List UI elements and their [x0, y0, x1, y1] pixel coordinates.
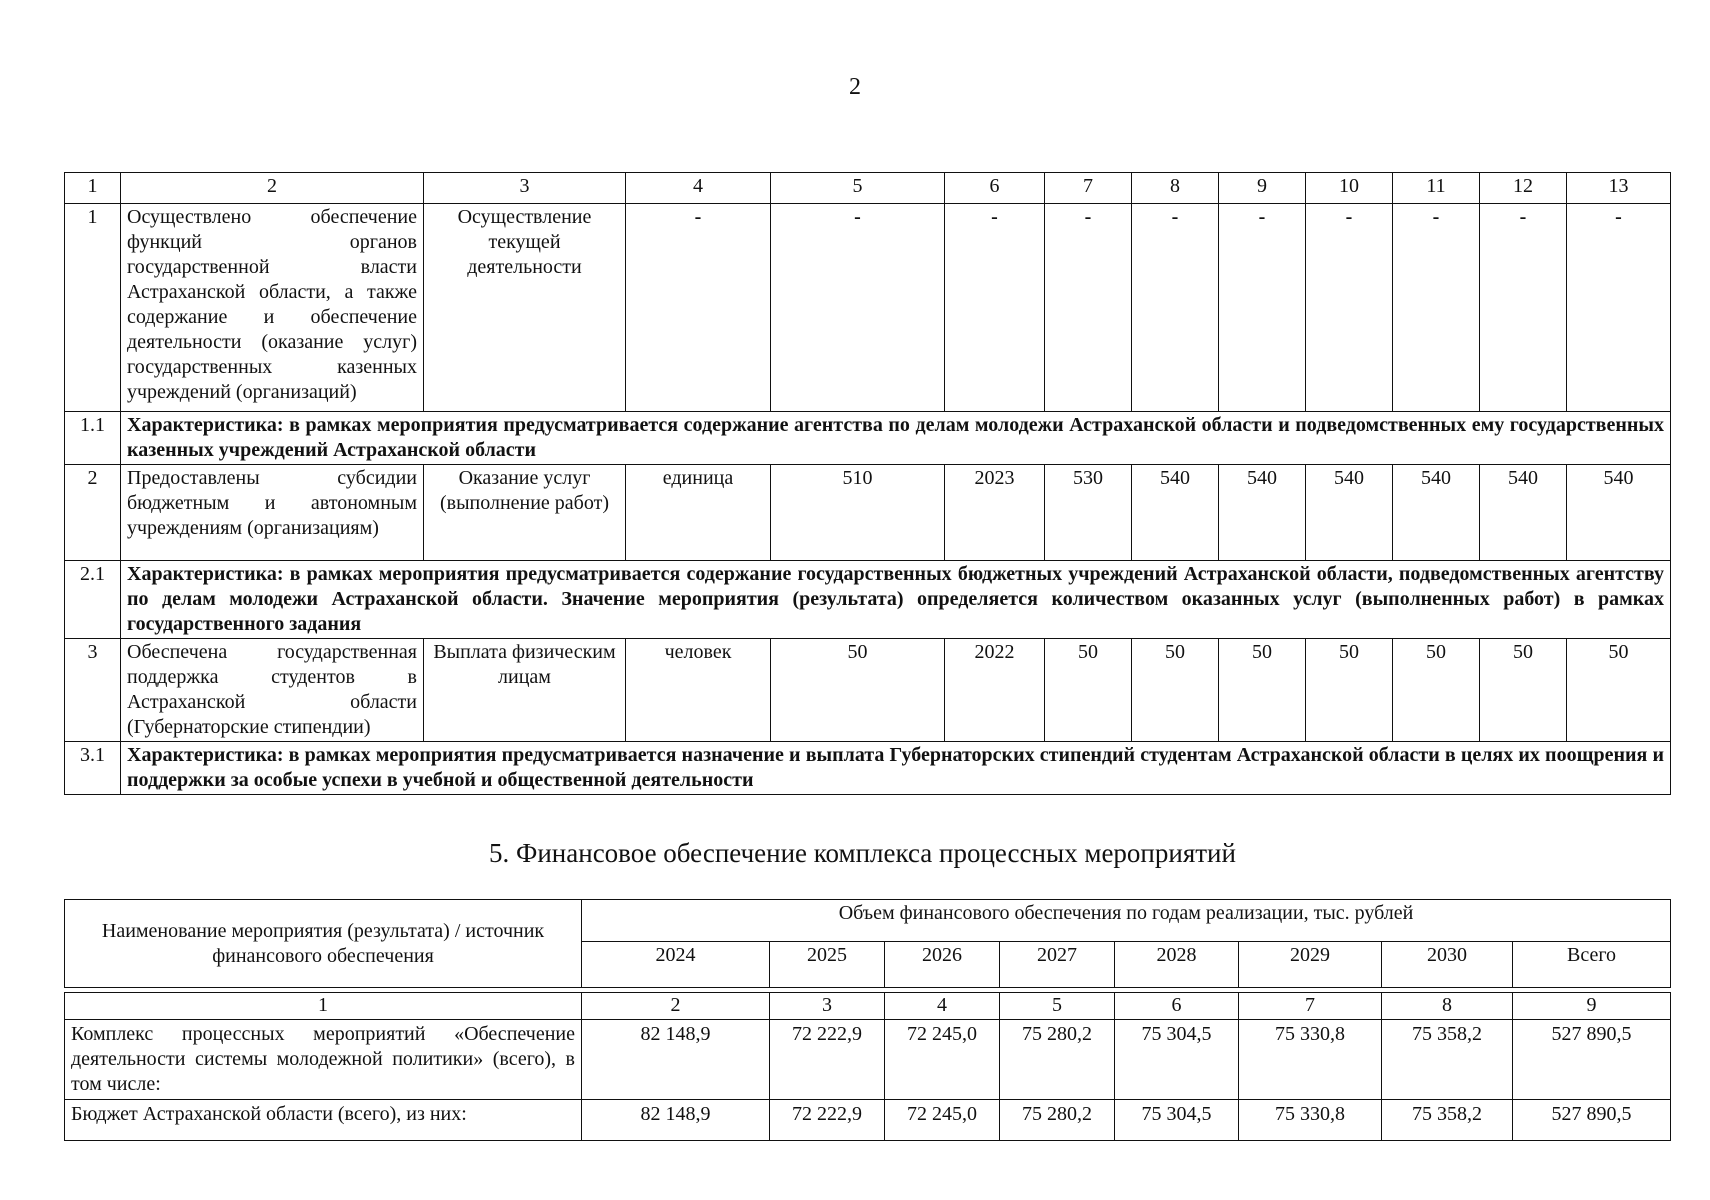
value-cell: 50 [771, 639, 945, 742]
index-cell: 3 [770, 993, 885, 1020]
value-cell: 50 [1132, 639, 1219, 742]
value-cell: - [1567, 204, 1671, 412]
table-row [65, 1100, 1671, 1141]
table-header-row [65, 173, 1671, 204]
header-cell: 7 [1045, 173, 1132, 204]
amount-cell: 72 245,0 [885, 1100, 1000, 1141]
header-cell: 1 [65, 173, 121, 204]
amount-cell: 75 280,2 [1000, 1020, 1115, 1100]
header-cell: 4 [626, 173, 771, 204]
value-cell: - [771, 204, 945, 412]
year-header: 2027 [1000, 942, 1115, 988]
value-cell: 540 [1567, 465, 1671, 561]
row-number: 1.1 [65, 412, 121, 465]
finance-row-name: Бюджет Астраханской области (всего), из них: [65, 1100, 582, 1141]
total-cell: 527 890,5 [1513, 1100, 1671, 1141]
value-cell: 50 [1306, 639, 1393, 742]
amount-cell: 75 304,5 [1115, 1100, 1239, 1141]
activity-type: Оказание услуг (выполнение работ) [424, 465, 626, 561]
year-header: 2024 [582, 942, 770, 988]
index-cell: 9 [1513, 993, 1671, 1020]
table-row [65, 204, 1671, 412]
year-header: 2028 [1115, 942, 1239, 988]
year-header: 2026 [885, 942, 1000, 988]
value-cell: 540 [1132, 465, 1219, 561]
value-cell: - [1045, 204, 1132, 412]
header-cell: 12 [1480, 173, 1567, 204]
row-number: 2 [65, 465, 121, 561]
value-cell: - [626, 204, 771, 412]
index-row [65, 993, 1671, 1020]
table-row [65, 639, 1671, 742]
row-number: 3 [65, 639, 121, 742]
value-cell: - [1393, 204, 1480, 412]
year-header: 2029 [1239, 942, 1382, 988]
finance-table-header [64, 899, 1671, 988]
value-cell: 540 [1393, 465, 1480, 561]
characteristic-text: Характеристика: в рамках мероприятия предусматривается содержание агентства по делам молодежи Астраханской области и подведомственных ему государственных казенных учреждений Астраханской области [121, 412, 1671, 465]
value-cell: 50 [1567, 639, 1671, 742]
characteristic-row [65, 742, 1671, 795]
group-header: Объем финансового обеспечения по годам реализации, тыс. рублей [582, 900, 1671, 942]
activity-name: Обеспечена государственная поддержка студентов в Астраханской области (Губернаторские стипендии) [121, 639, 424, 742]
year-header: 2025 [770, 942, 885, 988]
index-cell: 1 [65, 993, 582, 1020]
index-cell: 8 [1382, 993, 1513, 1020]
amount-cell: 72 222,9 [770, 1100, 885, 1141]
amount-cell: 72 245,0 [885, 1020, 1000, 1100]
activity-type: Выплата физическим лицам [424, 639, 626, 742]
index-cell: 7 [1239, 993, 1382, 1020]
base-year-cell: 2023 [945, 465, 1045, 561]
unit-cell: человек [626, 639, 771, 742]
value-cell: 510 [771, 465, 945, 561]
amount-cell: 75 330,8 [1239, 1100, 1382, 1141]
header-cell: 3 [424, 173, 626, 204]
value-cell: 540 [1306, 465, 1393, 561]
row-number: 1 [65, 204, 121, 412]
activity-type: Осуществление текущей деятельности [424, 204, 626, 412]
column-header-name: Наименование мероприятия (результата) / источник финансового обеспечения [65, 900, 582, 988]
index-cell: 6 [1115, 993, 1239, 1020]
value-cell: - [1306, 204, 1393, 412]
year-header: 2030 [1382, 942, 1513, 988]
amount-cell: 82 148,9 [582, 1100, 770, 1141]
value-cell: - [1132, 204, 1219, 412]
amount-cell: 75 280,2 [1000, 1100, 1115, 1141]
row-number: 3.1 [65, 742, 121, 795]
value-cell: 50 [1045, 639, 1132, 742]
characteristic-text: Характеристика: в рамках мероприятия предусматривается содержание государственных бюджетных учреждений Астраханской области, подведомственных агентству по делам молодежи Астраханской области. Значение мероприятия (результата) определяется количеством оказанных услуг (выполненных работ) в рамках государственного задания [121, 561, 1671, 639]
value-cell: 540 [1219, 465, 1306, 561]
finance-row-name: Комплекс процессных мероприятий «Обеспечение деятельности системы молодежной политики» (всего), в том числе: [65, 1020, 582, 1100]
amount-cell: 75 358,2 [1382, 1100, 1513, 1141]
row-number: 2.1 [65, 561, 121, 639]
table-row [65, 1020, 1671, 1100]
year-header: Всего [1513, 942, 1671, 988]
value-cell: 50 [1393, 639, 1480, 742]
value-cell: 530 [1045, 465, 1132, 561]
characteristic-row [65, 412, 1671, 465]
amount-cell: 75 304,5 [1115, 1020, 1239, 1100]
value-cell: - [1219, 204, 1306, 412]
index-cell: 2 [582, 993, 770, 1020]
section-title: 5. Финансовое обеспечение комплекса процессных мероприятий [489, 838, 1236, 868]
characteristic-row [65, 561, 1671, 639]
header-cell: 2 [121, 173, 424, 204]
value-cell: 540 [1480, 465, 1567, 561]
value-cell: - [945, 204, 1045, 412]
header-cell: 11 [1393, 173, 1480, 204]
unit-cell: единица [626, 465, 771, 561]
activity-name: Осуществлено обеспечение функций органов государственной власти Астраханской области, а также содержание и обеспечение деятельности (оказание услуг) государственных казенных учреждений (организаций) [121, 204, 424, 412]
table-row [65, 465, 1671, 561]
characteristic-text: Характеристика: в рамках мероприятия предусматривается назначение и выплата Губернаторских стипендий студентам Астраханской области в целях их поощрения и поддержки за особые успехи в учебной и общественной деятельности [121, 742, 1671, 795]
index-cell: 4 [885, 993, 1000, 1020]
value-cell: - [1480, 204, 1567, 412]
finance-table [64, 992, 1671, 1141]
activities-table [64, 172, 1671, 795]
page-number: 2 [849, 74, 861, 100]
value-cell: 50 [1480, 639, 1567, 742]
header-cell: 13 [1567, 173, 1671, 204]
header-cell: 5 [771, 173, 945, 204]
header-cell: 9 [1219, 173, 1306, 204]
activity-name: Предоставлены субсидии бюджетным и автономным учреждениям (организациям) [121, 465, 424, 561]
value-cell: 50 [1219, 639, 1306, 742]
amount-cell: 75 358,2 [1382, 1020, 1513, 1100]
index-cell: 5 [1000, 993, 1115, 1020]
amount-cell: 75 330,8 [1239, 1020, 1382, 1100]
total-cell: 527 890,5 [1513, 1020, 1671, 1100]
header-cell: 8 [1132, 173, 1219, 204]
base-year-cell: 2022 [945, 639, 1045, 742]
amount-cell: 72 222,9 [770, 1020, 885, 1100]
header-cell: 6 [945, 173, 1045, 204]
header-cell: 10 [1306, 173, 1393, 204]
amount-cell: 82 148,9 [582, 1020, 770, 1100]
